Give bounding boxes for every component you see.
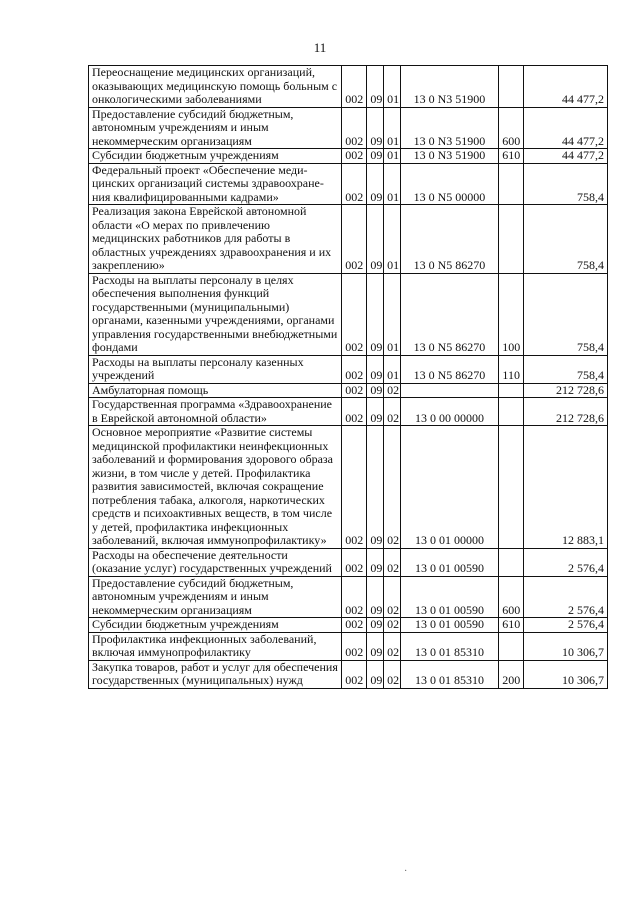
row-cs <box>400 383 498 398</box>
row-sum: 758,4 <box>524 273 608 355</box>
row-name: Расходы на обеспечение деятельности (оказание услуг) государственных учреждений <box>89 548 342 576</box>
row-pr: 02 <box>384 618 401 633</box>
budget-table <box>88 65 608 689</box>
row-ved: 002 <box>342 548 367 576</box>
row-ved: 002 <box>342 383 367 398</box>
row-pr: 02 <box>384 632 401 660</box>
row-name: Расходы на выплаты персоналу казенных учреждений <box>89 355 342 383</box>
row-sum: 12 883,1 <box>524 426 608 549</box>
row-rz: 09 <box>367 632 384 660</box>
row-sum: 44 477,2 <box>524 149 608 164</box>
table-row <box>89 205 608 274</box>
row-pr: 01 <box>384 355 401 383</box>
row-ved: 002 <box>342 107 367 149</box>
row-pr: 01 <box>384 163 401 205</box>
row-cs: 13 0 N3 51900 <box>400 66 498 108</box>
row-vr <box>499 426 524 549</box>
row-vr <box>499 383 524 398</box>
row-vr: 610 <box>499 618 524 633</box>
row-rz: 09 <box>367 426 384 549</box>
table-row <box>89 107 608 149</box>
row-sum: 2 576,4 <box>524 576 608 618</box>
row-vr: 600 <box>499 107 524 149</box>
row-cs: 13 0 01 85310 <box>400 660 498 688</box>
row-sum: 44 477,2 <box>524 107 608 149</box>
row-sum: 212 728,6 <box>524 398 608 426</box>
row-rz: 09 <box>367 66 384 108</box>
row-sum: 2 576,4 <box>524 618 608 633</box>
row-vr: 600 <box>499 576 524 618</box>
table-row <box>89 273 608 355</box>
row-cs: 13 0 N5 86270 <box>400 355 498 383</box>
row-rz: 09 <box>367 618 384 633</box>
row-pr: 02 <box>384 426 401 549</box>
row-cs: 13 0 01 00000 <box>400 426 498 549</box>
table-row <box>89 355 608 383</box>
row-name: Профилактика инфекционных заболеваний, включая иммунопрофилактику <box>89 632 342 660</box>
row-cs: 13 0 N5 00000 <box>400 163 498 205</box>
row-rz: 09 <box>367 149 384 164</box>
table-row <box>89 163 608 205</box>
row-name: Переоснащение медицинских организаций, оказывающих медицинскую помощь больным с онкологическими заболеваниями <box>89 66 342 108</box>
row-vr: 100 <box>499 273 524 355</box>
table-row <box>89 66 608 108</box>
row-name: Предоставление субсидий бюджетным, автономным учреждениям и иным некоммерческим организациям <box>89 107 342 149</box>
row-cs: 13 0 01 00590 <box>400 548 498 576</box>
row-ved: 002 <box>342 618 367 633</box>
row-cs: 13 0 00 00000 <box>400 398 498 426</box>
row-vr <box>499 66 524 108</box>
row-pr: 02 <box>384 383 401 398</box>
row-name: Основное мероприятие «Развитие системы медицинской профилактики неинфекционных заболеваний и формирования здорового образа жизни, в том числе у детей. Профилактика развития зависимостей, включая сокращение потребления табака, алкоголя, наркотических средств и психоактивных веществ, в том числе у детей, профилактика инфекционных заболеваний, включая иммунопрофилактику» <box>89 426 342 549</box>
row-vr: 610 <box>499 149 524 164</box>
row-name: Предоставление субсидий бюджетным, автономным учреждениям и иным некоммерческим организациям <box>89 576 342 618</box>
row-ved: 002 <box>342 149 367 164</box>
row-rz: 09 <box>367 355 384 383</box>
row-sum: 10 306,7 <box>524 632 608 660</box>
row-pr: 02 <box>384 548 401 576</box>
row-ved: 002 <box>342 576 367 618</box>
page-mark: · <box>404 866 408 877</box>
row-name: Расходы на выплаты персоналу в целях обеспечения выполнения функций государственными (муниципальными) органами, казенными учреждениями, органами управления государственными внебюджетными фондами <box>89 273 342 355</box>
row-rz: 09 <box>367 383 384 398</box>
row-ved: 002 <box>342 163 367 205</box>
row-pr: 02 <box>384 398 401 426</box>
table-row <box>89 548 608 576</box>
row-vr <box>499 163 524 205</box>
row-cs: 13 0 01 00590 <box>400 576 498 618</box>
table-row <box>89 660 608 688</box>
row-pr: 01 <box>384 149 401 164</box>
row-sum: 758,4 <box>524 205 608 274</box>
row-name: Субсидии бюджетным учреждениям <box>89 618 342 633</box>
row-vr <box>499 632 524 660</box>
row-name: Реализация закона Еврейской автономной области «О мерах по привлечению медицинских работников для работы в областных учреждениях здравоохранения и их закреплению» <box>89 205 342 274</box>
row-pr: 02 <box>384 576 401 618</box>
row-sum: 2 576,4 <box>524 548 608 576</box>
row-sum: 44 477,2 <box>524 66 608 108</box>
table-row <box>89 149 608 164</box>
row-sum: 758,4 <box>524 355 608 383</box>
row-cs: 13 0 N5 86270 <box>400 205 498 274</box>
row-rz: 09 <box>367 205 384 274</box>
row-ved: 002 <box>342 426 367 549</box>
row-pr: 01 <box>384 273 401 355</box>
row-pr: 02 <box>384 660 401 688</box>
table-row <box>89 632 608 660</box>
row-cs: 13 0 N3 51900 <box>400 149 498 164</box>
row-cs: 13 0 N3 51900 <box>400 107 498 149</box>
row-pr: 01 <box>384 107 401 149</box>
row-sum: 10 306,7 <box>524 660 608 688</box>
row-ved: 002 <box>342 660 367 688</box>
table-row <box>89 576 608 618</box>
row-ved: 002 <box>342 355 367 383</box>
row-vr <box>499 548 524 576</box>
row-pr: 01 <box>384 66 401 108</box>
row-rz: 09 <box>367 576 384 618</box>
row-rz: 09 <box>367 660 384 688</box>
row-cs: 13 0 N5 86270 <box>400 273 498 355</box>
row-name: Закупка товаров, работ и услуг для обеспечения государственных (муниципальных) нужд <box>89 660 342 688</box>
table-row <box>89 383 608 398</box>
row-ved: 002 <box>342 205 367 274</box>
row-cs: 13 0 01 85310 <box>400 632 498 660</box>
row-rz: 09 <box>367 398 384 426</box>
row-name: Амбулаторная помощь <box>89 383 342 398</box>
row-vr <box>499 398 524 426</box>
table-row <box>89 398 608 426</box>
table-row <box>89 426 608 549</box>
row-sum: 212 728,6 <box>524 383 608 398</box>
row-cs: 13 0 01 00590 <box>400 618 498 633</box>
row-ved: 002 <box>342 398 367 426</box>
row-vr: 200 <box>499 660 524 688</box>
row-name: Субсидии бюджетным учреждениям <box>89 149 342 164</box>
page-number: 11 <box>313 40 327 55</box>
row-name: Государственная программа «Здравоохранение в Еврейской автономной области» <box>89 398 342 426</box>
row-sum: 758,4 <box>524 163 608 205</box>
row-name: Федеральный проект «Обеспечение меди-цинских организаций системы здравоохране-ния квалифицированными кадрами» <box>89 163 342 205</box>
row-vr <box>499 205 524 274</box>
row-ved: 002 <box>342 632 367 660</box>
table-row <box>89 618 608 633</box>
row-ved: 002 <box>342 273 367 355</box>
row-vr: 110 <box>499 355 524 383</box>
row-rz: 09 <box>367 548 384 576</box>
row-ved: 002 <box>342 66 367 108</box>
row-rz: 09 <box>367 273 384 355</box>
row-rz: 09 <box>367 163 384 205</box>
row-pr: 01 <box>384 205 401 274</box>
row-rz: 09 <box>367 107 384 149</box>
